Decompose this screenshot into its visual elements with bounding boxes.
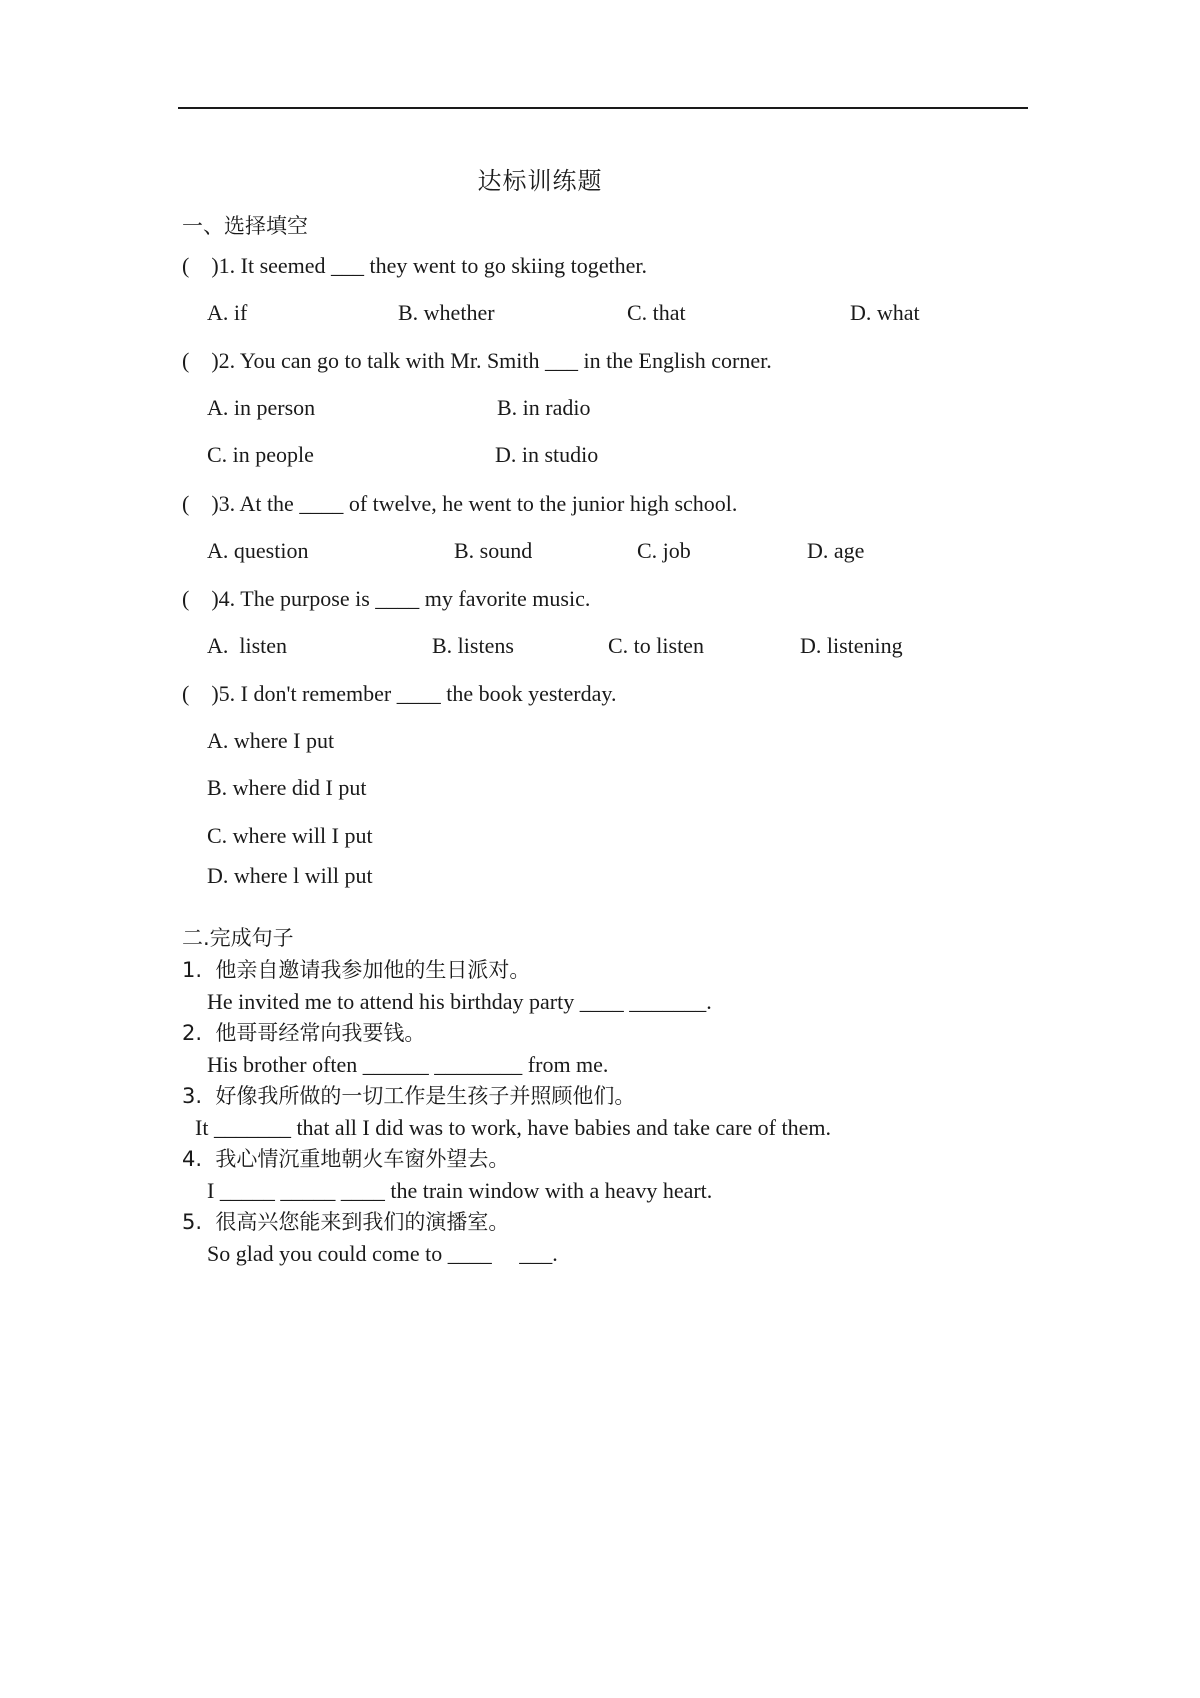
q3-option-b: B. sound — [454, 538, 533, 563]
sentence-3-chinese: 3. 好像我所做的一切工作是生孩子并照顾他们。 — [182, 1084, 636, 1108]
q3-option-d: D. age — [807, 538, 865, 563]
section2-heading: 二.完成句子 — [182, 926, 294, 950]
q5-option-a: A. where I put — [207, 728, 335, 753]
q2-option-d: D. in studio — [495, 442, 599, 467]
question-2-stem: ( )2. You can go to talk with Mr. Smith ___ in the English corner. — [182, 348, 772, 373]
q4-option-a: A. listen — [207, 633, 288, 658]
q1-option-d: D. what — [850, 300, 920, 325]
sentence-4-english: I _____ _____ ____ the train window with a heavy heart. — [207, 1178, 713, 1203]
q3-option-a: A. question — [207, 538, 309, 563]
q1-option-c: C. that — [627, 300, 686, 325]
sentence-1-chinese: 1. 他亲自邀请我参加他的生日派对。 — [182, 958, 531, 982]
q4-option-d: D. listening — [800, 633, 903, 658]
question-3-stem: ( )3. At the ____ of twelve, he went to the junior high school. — [182, 491, 738, 516]
q1-option-b: B. whether — [398, 300, 495, 325]
q5-option-c: C. where will I put — [207, 823, 373, 848]
q4-option-b: B. listens — [432, 633, 514, 658]
q2-option-a: A. in person — [207, 395, 316, 420]
sentence-3-english: It _______ that all I did was to work, have babies and take care of them. — [195, 1115, 831, 1140]
q3-option-c: C. job — [637, 538, 691, 563]
q5-option-d: D. where l will put — [207, 863, 373, 888]
q1-option-a: A. if — [207, 300, 248, 325]
sentence-1-english: He invited me to attend his birthday party ____ _______. — [207, 989, 712, 1014]
q5-option-b: B. where did I put — [207, 775, 367, 800]
top-rule — [178, 107, 1028, 109]
question-1-stem: ( )1. It seemed ___ they went to go skiing together. — [182, 253, 647, 278]
sentence-2-chinese: 2. 他哥哥经常向我要钱。 — [182, 1021, 426, 1045]
question-4-stem: ( )4. The purpose is ____ my favorite music. — [182, 586, 591, 611]
sentence-5-chinese: 5. 很高兴您能来到我们的演播室。 — [182, 1210, 510, 1234]
q2-option-c: C. in people — [207, 442, 314, 467]
sentence-2-english: His brother often ______ ________ from me. — [207, 1052, 609, 1077]
section1-heading: 一、选择填空 — [182, 214, 308, 238]
sentence-4-chinese: 4. 我心情沉重地朝火车窗外望去。 — [182, 1147, 510, 1171]
q4-option-c: C. to listen — [608, 633, 704, 658]
page-title: 达标训练题 — [477, 167, 603, 195]
question-5-stem: ( )5. I don't remember ____ the book yesterday. — [182, 681, 617, 706]
sentence-5-english: So glad you could come to ____ ___. — [207, 1241, 558, 1266]
q2-option-b: B. in radio — [497, 395, 591, 420]
